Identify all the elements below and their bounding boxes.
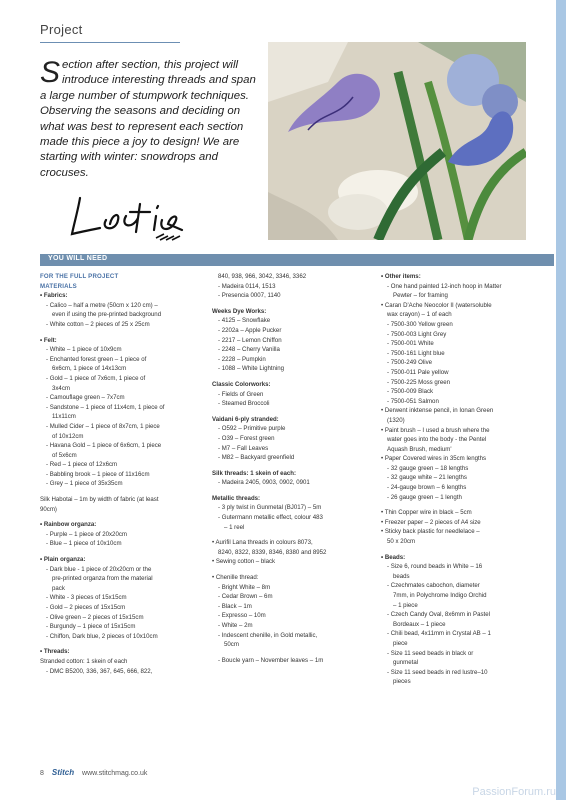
materials-line: - 7500-009 Black <box>387 388 434 396</box>
materials-line: - Indescent chenille, in Gold metallic, <box>218 631 318 639</box>
materials-line: - Mulled Cider – 1 piece of 8x7cm, 1 piece <box>46 422 160 430</box>
materials-line: - Boucle yarn – November leaves – 1m <box>218 656 324 664</box>
materials-line: • Freezer paper – 2 pieces of A4 size <box>381 518 481 526</box>
materials-column-3 <box>381 272 545 687</box>
materials-line: • Beads: <box>381 553 406 561</box>
materials-line: - White – 2m <box>218 622 253 629</box>
materials-line: - Size 11 seed beads in red lustre–10 <box>387 668 488 676</box>
materials-line: - 24-gauge brown – 6 lengths <box>387 484 467 492</box>
materials-line: • Fabrics: <box>40 292 68 300</box>
materials-line: pieces <box>393 678 411 686</box>
materials-line: • Chenille thread: <box>212 574 259 582</box>
materials-line: – 1 piece <box>393 601 418 609</box>
materials-line: pack <box>52 584 65 592</box>
stitch-logo: Stitch <box>51 768 75 777</box>
materials-line: - Olive green – 2 pieces of 15x15cm <box>46 613 144 621</box>
materials-line: - 7500-051 Salmon <box>387 397 439 405</box>
materials-line: - 2228 – Pumpkin <box>218 355 266 363</box>
materials-line: piece <box>393 639 408 647</box>
materials-line: - Fields of Green <box>218 390 264 398</box>
materials-line: MATERIALS <box>40 282 77 290</box>
materials-line: - Blue – 1 piece of 10x10cm <box>46 540 122 548</box>
materials-line: Vaidani 6-ply stranded: <box>212 415 279 423</box>
materials-line: - Czech Candy Oval, 8x6mm in Pastel <box>387 611 490 619</box>
materials-line: Weeks Dye Works: <box>212 307 267 315</box>
materials-column-1 <box>40 272 202 676</box>
page-number: 8 <box>40 770 44 777</box>
materials-line: - Size 11 seed beads in black or <box>387 649 474 657</box>
header-divider <box>40 42 180 43</box>
materials-line: • Caran D'Ache Neocolor II (watersoluble <box>381 301 492 309</box>
materials-line: • Threads: <box>40 648 70 656</box>
materials-line: Silk threads: 1 skein of each: <box>212 469 296 477</box>
materials-line: - M82 – Backyard greenfield <box>218 454 295 462</box>
materials-line: - DMC B5200, 336, 367, 645, 666, 822, <box>46 667 153 675</box>
materials-line: • Paper Covered wires in 35cm lengths <box>381 455 487 463</box>
watermark: PassionForum.ru <box>472 786 556 798</box>
materials-line: Classic Colorworks: <box>212 380 271 388</box>
materials-line: 50 x 20cm <box>387 538 416 546</box>
intro-text: ection after section, this project will introduce interesting threads and span a large number of stumpwork techniques. Observing the seasons and deciding on what was best to represent each section made this piece a joy to design! We are starting with winter: snowdrops and crocuses. <box>40 59 256 179</box>
materials-line: • Paint brush – I used a brush where the <box>381 426 490 434</box>
materials-line: - Gold – 1 piece of 7x6cm, 1 piece of <box>46 374 146 382</box>
materials-line: 90cm) <box>40 505 57 513</box>
materials-line: - Enchanted forest green – 1 piece of <box>46 355 147 363</box>
materials-line: - Havana Gold – 1 piece of 6x6cm, 1 piece <box>46 442 162 450</box>
materials-line: of 5x6cm <box>52 451 77 459</box>
materials-line: • Rainbow organza: <box>40 521 97 529</box>
materials-line: • Plain organza: <box>40 556 86 564</box>
materials-line: - 32 gauge white – 21 lengths <box>387 474 467 482</box>
materials-line: Silk Habotai – 1m by width of fabric (at least <box>40 496 159 504</box>
materials-line: • Sewing cotton – black <box>212 558 276 566</box>
materials-line: - 2248 – Cherry Vanilla <box>218 346 280 354</box>
materials-line: • Aurifil Lana threads in colours 8073, <box>212 539 313 547</box>
materials-line: - Expresso – 10m <box>218 612 266 620</box>
materials-line: 840, 938, 966, 3042, 3346, 3362 <box>218 273 307 280</box>
materials-line: - 26 gauge green – 1 length <box>387 493 462 501</box>
materials-line: • Sticky back plastic for needlelace – <box>381 528 480 536</box>
materials-line: - 32 gauge green – 18 lengths <box>387 464 469 472</box>
materials-line: - Chili bead, 4x11mm in Crystal AB – 1 <box>387 630 491 638</box>
footer-url[interactable]: www.stitchmag.co.uk <box>82 770 148 777</box>
materials-line: - M7 – Fall Leaves <box>218 444 269 452</box>
materials-line: 50cm <box>224 641 239 649</box>
materials-line: - 4125 – Snowflake <box>218 317 271 325</box>
materials-line: - White – 1 piece of 10x9cm <box>46 346 122 354</box>
materials-line: - Madeira 0114, 1513 <box>218 282 276 290</box>
materials-line: - 7500-249 Olive <box>387 359 433 367</box>
materials-line: - 2202a – Apple Pucker <box>218 326 282 334</box>
materials-line: - Madeira 2405, 0903, 0902, 0901 <box>218 479 310 487</box>
materials-line: • Derwent inktense pencil, in Ionan Green <box>381 407 494 415</box>
materials-line: - White - 3 pieces of 15x15cm <box>46 594 127 602</box>
materials-line: gunmetal <box>393 659 419 667</box>
materials-line: - 7500-161 Light blue <box>387 349 445 357</box>
you-will-need-label: YOU WILL NEED <box>48 255 108 262</box>
intro-paragraph <box>40 58 262 181</box>
materials-line: - 3 ply twist in Gunmetal (BJ017) – 5m <box>218 504 322 512</box>
materials-line: - Burgundy – 1 piece of 15x15cm <box>46 623 136 631</box>
materials-line: Stranded cotton: 1 skein of each <box>40 657 128 665</box>
materials-line: - 2217 – Lemon Chiffon <box>218 336 282 344</box>
materials-line: - Calico – half a metre (50cm x 120 cm) – <box>46 301 158 309</box>
materials-line: • Thin Copper wire in black – 5cm <box>381 509 472 517</box>
materials-line: even if using the pre-printed background <box>52 311 162 319</box>
materials-line: - Sandstone – 1 piece of 11x4cm, 1 piece of <box>46 403 165 411</box>
materials-line: - Grey – 1 piece of 35x35cm <box>46 480 123 488</box>
materials-line: - Purple – 1 piece of 20x20cm <box>46 530 127 538</box>
materials-line: - 1088 – White Lightning <box>218 365 285 373</box>
materials-line: - Black – 1m <box>218 602 252 610</box>
materials-line: - 7500-011 Pale yellow <box>387 368 449 376</box>
materials-line: 7mm, in Polychrome Indigo Orchid <box>393 592 487 599</box>
materials-line: beads <box>393 572 410 580</box>
materials-line: 8240, 8322, 8339, 8346, 8380 and 8952 <box>218 548 327 556</box>
materials-line: - Red – 1 piece of 12x6cm <box>46 461 118 469</box>
materials-line: - 7500-003 Light Grey <box>387 330 447 338</box>
materials-line: - 7500-300 Yellow green <box>387 320 453 328</box>
materials-line: - Steamed Broccoli <box>218 400 270 408</box>
materials-line: • Felt: <box>40 336 57 344</box>
materials-line: Bordeaux – 1 piece <box>393 620 446 628</box>
materials-line: - 7500-001 White <box>387 340 434 348</box>
materials-line: (1320) <box>387 416 405 424</box>
materials-line: water goes into the body - the Pentel <box>387 436 487 444</box>
materials-line: wax crayon) – 1 of each <box>387 311 452 319</box>
materials-line: - Dark blue - 1 piece of 20x20cm or the <box>46 565 152 573</box>
materials-line: - One hand painted 12-inch hoop in Matter <box>387 282 502 290</box>
materials-line: – 1 reel <box>224 523 245 531</box>
materials-line: - 7500-225 Moss green <box>387 378 451 386</box>
materials-line: - Presencia 0007, 1140 <box>218 292 281 300</box>
materials-line: - Bright White – 8m <box>218 583 271 591</box>
materials-line: - White cotton – 2 pieces of 25 x 25cm <box>46 320 150 328</box>
materials-line: - O592 – Primitive purple <box>218 425 286 433</box>
drop-cap: S <box>40 56 61 89</box>
materials-line: Pewter – for framing <box>393 292 448 300</box>
section-title: Project <box>40 22 83 37</box>
materials-line: 3x4cm <box>52 384 70 392</box>
page-edge-strip <box>556 0 566 800</box>
materials-line: 11x11cm <box>52 413 76 421</box>
materials-line: Aquash Brush, medium' <box>387 445 452 453</box>
page-footer <box>40 768 147 777</box>
materials-line: Metallic threads: <box>212 494 261 502</box>
materials-column-2 <box>212 272 368 665</box>
materials-line: - Camouflage green – 7x7cm <box>46 394 125 402</box>
embroidery-photo <box>268 42 526 240</box>
materials-line: - Babbling brook – 1 piece of 11x16cm <box>46 470 150 478</box>
you-will-need-bar <box>40 254 554 266</box>
materials-line: - O39 – Forest green <box>218 434 275 442</box>
materials-line: • Other items: <box>381 273 421 280</box>
materials-line: - Size 6, round beads in White – 16 <box>387 563 483 571</box>
signature-image <box>60 190 270 245</box>
materials-line: - Gutermann metallic effect, colour 483 <box>218 514 323 522</box>
materials-line: - Chiffon, Dark blue, 2 pieces of 10x10cm <box>46 632 158 640</box>
materials-line: 6x6cm, 1 piece of 14x13cm <box>52 365 127 373</box>
materials-line: - Czechmates cabochon, diameter <box>387 582 480 590</box>
materials-line: - Cedar Brown – 6m <box>218 593 273 601</box>
materials-line: - Gold – 2 pieces of 15x15cm <box>46 604 126 611</box>
materials-line: of 10x12cm <box>52 432 84 440</box>
materials-line: FOR THE FULL PROJECT <box>40 273 119 280</box>
materials-line: pre-printed organza from the material <box>52 575 153 583</box>
